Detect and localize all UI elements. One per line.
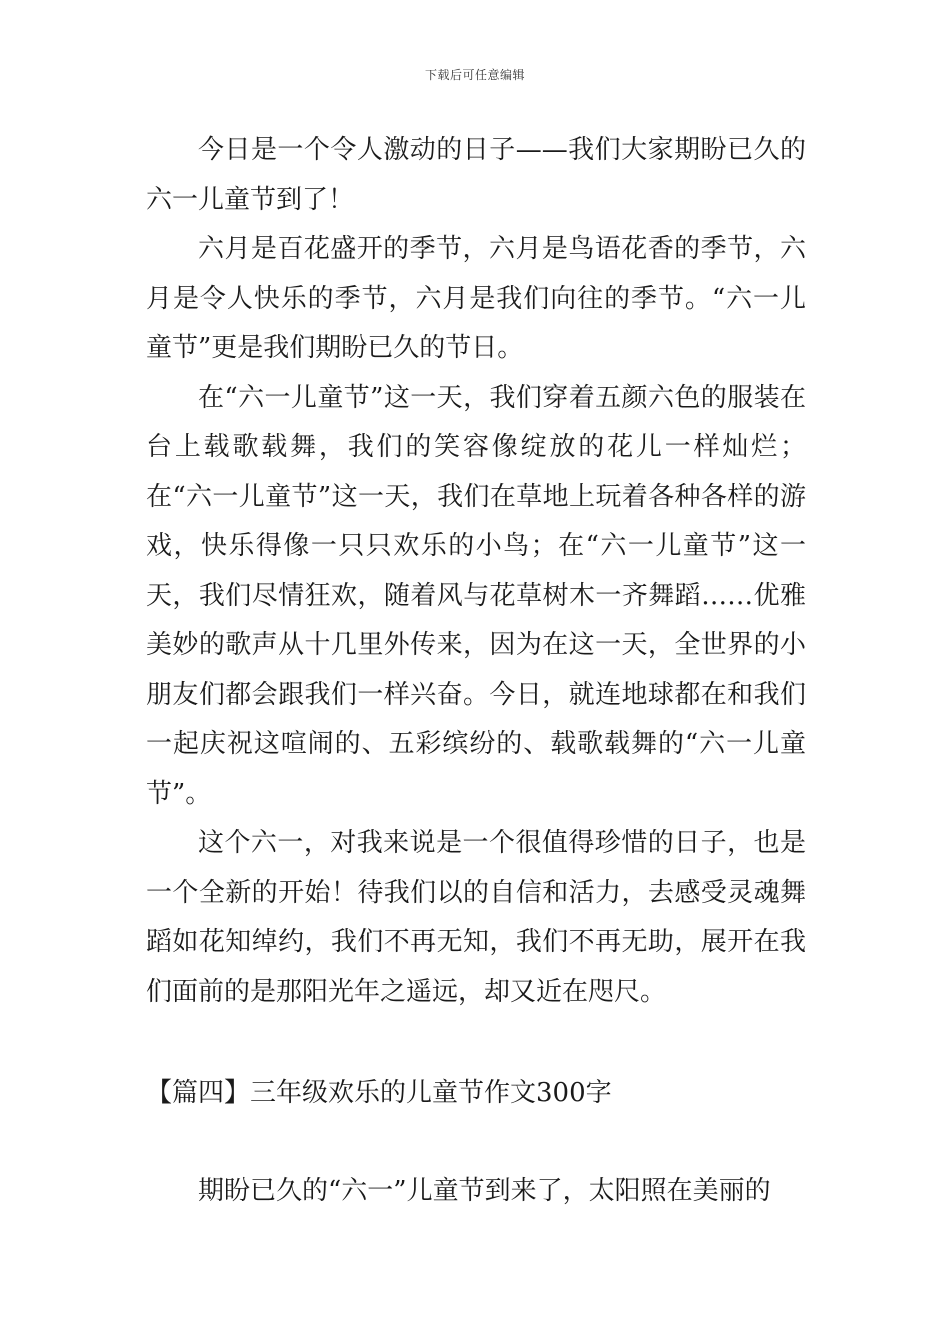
spacer <box>146 1017 806 1069</box>
paragraph-1: 今日是一个令人激动的日子——我们大家期盼已久的六一儿童节到了！ <box>146 135 806 215</box>
document-body <box>146 126 806 1216</box>
paragraph-2: 六月是百花盛开的季节，六月是鸟语花香的季节，六月是令人快乐的季节，六月是我们向往的季节。“六一儿童节”更是我们期盼已久的节日。 <box>146 234 806 363</box>
paragraph-4: 这个六一，对我来说是一个很值得珍惜的日子，也是一个全新的开始！待我们以的自信和活力，去感受灵魂舞蹈如花知绰约，我们不再无知，我们不再无助，展开在我们面前的是那阳光年之遥远，却又近在咫尺。 <box>146 828 806 1007</box>
paragraph-3: 在“六一儿童节”这一天，我们穿着五颜六色的服装在台上载歌载舞，我们的笑容像绽放的花儿一样灿烂；在“六一儿童节”这一天，我们在草地上玩着各种各样的游戏，快乐得像一只只欢乐的小鸟；在“六一儿童节”这一天，我们尽情狂欢，随着风与花草树木一齐舞蹈……优雅美妙的歌声从十几里外传来，因为在这一天，全世界的小朋友们都会跟我们一样兴奋。今日，就连地球都在和我们一起庆祝这喧闹的、五彩缤纷的、载歌载舞的“六一儿童节”。 <box>146 382 806 809</box>
paragraph-5: 期盼已久的“六一”儿童节到来了，太阳照在美丽的 <box>198 1175 771 1206</box>
section-heading: 【篇四】三年级欢乐的儿童节作文300字 <box>146 1078 612 1108</box>
page-header-note: 下载后可任意编辑 <box>424 68 525 82</box>
spacer <box>146 1119 806 1167</box>
